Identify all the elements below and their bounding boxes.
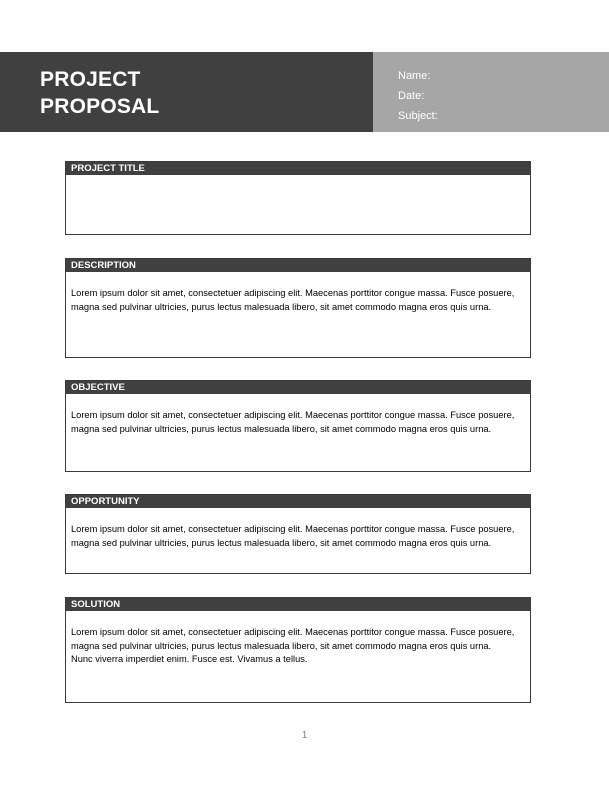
section-paragraph: Lorem ipsum dolor sit amet, consectetuer adipiscing elit. Maecenas porttitor congue massa. Fusce posuere, magna sed pulvinar ultricies, purus lectus malesuada libero, sit amet commodo magna eros quis urna. [71,524,515,548]
section-paragraph-2: Nunc viverra imperdiet enim. Fusce est. Vivamus a tellus. [71,654,308,665]
section-objective [65,380,531,472]
date-label[interactable]: Date: [398,90,425,102]
section-heading: DESCRIPTION [66,259,530,272]
section-paragraph: Lorem ipsum dolor sit amet, consectetuer adipiscing elit. Maecenas porttitor congue massa. Fusce posuere, magna sed pulvinar ultricies, purus lectus malesuada libero, sit amet commodo magna eros quis urna. [71,627,515,651]
section-body[interactable] [66,175,530,190]
section-description [65,258,531,358]
section-body[interactable] [66,272,530,314]
header-title-block [0,52,373,132]
section-opportunity [65,494,531,574]
document-title-line2: PROPOSAL [40,95,160,118]
section-project-title [65,161,531,235]
subject-label[interactable]: Subject: [398,110,438,122]
document-title [40,66,159,120]
section-solution [65,597,531,703]
page-number: 1 [301,730,308,741]
document-title-line1: PROJECT [40,68,141,91]
section-heading: PROJECT TITLE [66,162,530,175]
section-paragraph: Lorem ipsum dolor sit amet, consectetuer adipiscing elit. Maecenas porttitor congue massa. Fusce posuere, magna sed pulvinar ultricies, purus lectus malesuada libero, sit amet commodo magna eros quis urna. [71,288,515,312]
document-header [0,52,609,132]
section-heading: SOLUTION [66,598,530,611]
section-paragraph: Lorem ipsum dolor sit amet, consectetuer adipiscing elit. Maecenas porttitor congue massa. Fusce posuere, magna sed pulvinar ultricies, purus lectus malesuada libero, sit amet commodo magna eros quis urna. [71,410,515,434]
section-body[interactable] [66,611,530,667]
name-label[interactable]: Name: [398,70,431,82]
meta-fields [398,66,438,126]
header-meta-block [373,52,609,132]
section-heading: OBJECTIVE [66,381,530,394]
section-body[interactable] [66,394,530,436]
section-heading: OPPORTUNITY [66,495,530,508]
section-body[interactable] [66,508,530,550]
